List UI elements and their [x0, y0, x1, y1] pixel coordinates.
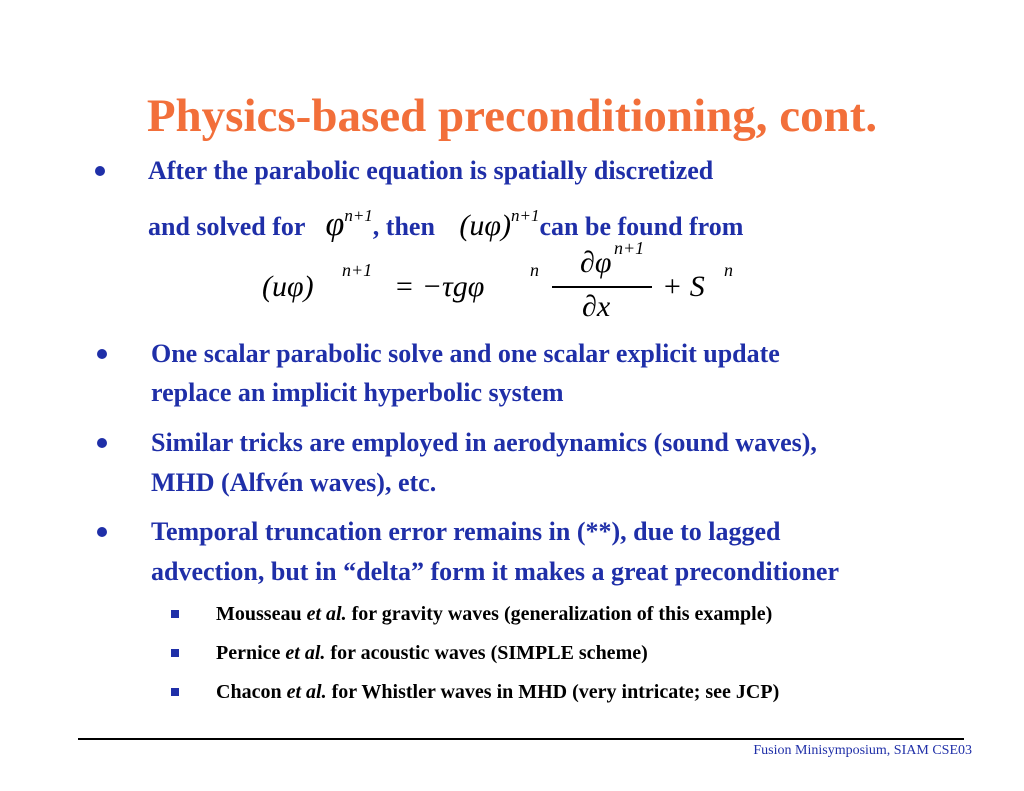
bullet-1-line-2	[148, 196, 743, 247]
slide-title: Physics-based preconditioning, cont.	[146, 90, 878, 142]
bullet-4-line-2: advection, but in “delta” form it makes a great preconditioner	[151, 557, 839, 586]
sub-bullet-1-rest: for gravity waves (generalization of this example)	[351, 603, 773, 625]
sub-bullet-3-etal: et al.	[286, 681, 327, 703]
sub-bullet-2-rest: for acoustic waves (SIMPLE scheme)	[330, 642, 648, 664]
sub-bullet-2	[216, 639, 648, 667]
eq-lhs: (uφ)	[262, 270, 314, 303]
footer-text: Fusion Minisymposium, SIAM CSE03	[753, 743, 972, 758]
sub-bullet-square	[171, 688, 179, 696]
sub-bullet-square	[171, 610, 179, 618]
bullet-dot	[97, 349, 107, 359]
footer-divider	[78, 738, 964, 740]
eq-numerator-sup: n+1	[614, 238, 645, 258]
sub-bullet-3-rest: for Whistler waves in MHD (very intricate; see JCP)	[331, 681, 780, 703]
eq-middle: = −τgφ	[394, 270, 485, 303]
sub-bullet-1-name: Mousseau	[216, 603, 302, 625]
sub-bullet-3-name: Chacon	[216, 681, 282, 703]
phi-superscript: n+1	[344, 206, 373, 225]
eq-fraction	[552, 238, 652, 328]
uphi-superscript: n+1	[511, 206, 540, 225]
bullet-dot	[95, 166, 105, 176]
bullet-1-line-1: After the parabolic equation is spatially discretized	[148, 156, 714, 185]
sub-bullet-1	[216, 600, 772, 628]
bullet-3-line-2: MHD (Alfvén waves), etc.	[151, 468, 437, 497]
fraction-bar	[552, 286, 652, 288]
eq-middle-sup: n	[530, 260, 539, 280]
uphi-symbol: (uφ)	[459, 209, 511, 242]
sub-bullet-1-etal: et al.	[306, 603, 347, 625]
sub-bullet-2-name: Pernice	[216, 642, 281, 664]
bullet-2-line-2: replace an implicit hyperbolic system	[151, 378, 564, 407]
phi-symbol: φ	[325, 206, 345, 243]
eq-numerator: ∂φ	[580, 246, 612, 279]
eq-lhs-sup: n+1	[342, 260, 373, 280]
sub-bullet-square	[171, 649, 179, 657]
bullet-1-text-c: can be found from	[539, 212, 744, 241]
eq-plus-sup: n	[724, 260, 733, 280]
bullet-2-line-1: One scalar parabolic solve and one scalar explicit update	[151, 339, 780, 368]
bullet-dot	[97, 527, 107, 537]
bullet-dot	[97, 438, 107, 448]
eq-plus-term: + S	[662, 270, 705, 303]
bullet-3-line-1: Similar tricks are employed in aerodynamics (sound waves),	[151, 428, 817, 457]
bullet-1-text-a: and solved for	[148, 212, 305, 241]
bullet-1-text-b: , then	[372, 212, 435, 241]
eq-denominator: ∂x	[582, 290, 611, 323]
sub-bullet-3	[216, 678, 779, 706]
sub-bullet-2-etal: et al.	[285, 642, 326, 664]
bullet-4-line-1: Temporal truncation error remains in (**), due to lagged	[151, 517, 781, 546]
